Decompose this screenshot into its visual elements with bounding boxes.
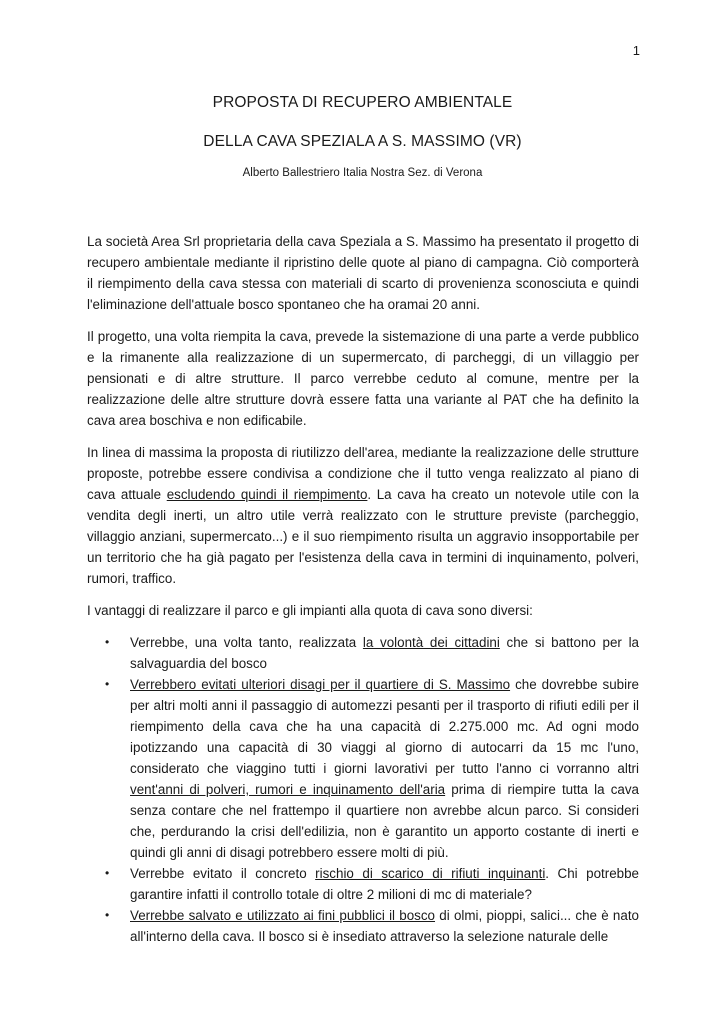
- document-title-line-2: DELLA CAVA SPEZIALA A S. MASSIMO (VR): [203, 133, 522, 150]
- paragraph-3: [87, 442, 639, 589]
- bullet-1-text-a: Verrebbe, una volta tanto, realizzata: [130, 635, 363, 650]
- document-body: [87, 231, 639, 947]
- page-number: 1: [632, 43, 640, 58]
- paragraph-2: Il progetto, una volta riempita la cava, prevede la sistemazione di una parte a verde pubblico e la rimanente alla realizzazione di un supermercato, di parcheggi, di un villaggio per pensionati e di altre strutture. Il parco verrebbe ceduto al comune, mentre per la realizzazione delle altre strutture dovrà essere fatta una variante al PAT che ha definito la cava area boschiva e non edificabile.: [87, 329, 639, 428]
- bullet-4-underlined: Verrebbe salvato e utilizzato ai fini pubblici il bosco: [130, 908, 436, 923]
- bullet-icon: •: [105, 908, 110, 922]
- advantages-list: [87, 632, 639, 947]
- author-line: Alberto Ballestriero Italia Nostra Sez. di Verona: [242, 167, 483, 179]
- bullet-4-text-a: di olmi, pioppi, salici... che è nato all'interno della cava. Il bosco si è insediato attraverso la selezione naturale delle: [130, 908, 639, 944]
- bullet-3-text-a: Verrebbe evitato il concreto: [130, 866, 316, 881]
- list-item: [87, 674, 639, 863]
- paragraph-1: La società Area Srl proprietaria della cava Speziala a S. Massimo ha presentato il progetto di recupero ambientale mediante il ripristino delle quote al piano di campagna. Ciò comporterà il riempimento della cava stessa con materiali di scarto di provenienza sconosciuta e quindi l'eliminazione dell'attuale bosco spontaneo che ha oramai 20 anni.: [87, 234, 639, 312]
- bullet-2-underlined-2: vent'anni di polveri, rumori e inquinamento dell'aria: [130, 782, 446, 797]
- bullet-icon: •: [105, 866, 110, 880]
- document-title-line-1: PROPOSTA DI RECUPERO AMBIENTALE: [212, 94, 513, 111]
- bullet-2-text-a: che dovrebbe subire per altri molti anni il passaggio di automezzi pesanti per il trasporto di rifiuti edili per il riempimento della cava che ha una capacità di 2.275.000 mc. Ad ogni modo ipotizzando una capacità di 30 viaggi al giorno di autocarri da 15 mc l'uno, considerato che viaggino tutti i giorni lavorativi per tutto l'anno ci vorranno altri: [130, 677, 640, 776]
- bullet-1-text-b: che si battono per la salvaguardia del bosco: [130, 635, 639, 671]
- paragraph-3-underlined: escludendo quindi il riempimento: [166, 487, 368, 502]
- list-item: [87, 632, 639, 674]
- bullet-2-text-b: prima di riempire tutta la cava senza contare che nel frattempo il quartiere non avrebbe alcun parco. Si consideri che, perdurando la crisi dell'edilizia, non è garantito un apporto costante di inerti e quindi gli anni di disagi potrebbero essere molti di più.: [130, 782, 639, 860]
- paragraph-4: I vantaggi di realizzare il parco e gli impianti alla quota di cava sono diversi:: [87, 603, 533, 618]
- bullet-3-text-b: . Chi potrebbe garantire infatti il controllo totale di oltre 2 milioni di mc di materiale?: [130, 866, 639, 902]
- bullet-icon: •: [105, 635, 110, 649]
- paragraph-3-text-b: . La cava ha creato un notevole utile con la vendita degli inerti, un altro utile verrà realizzato con le strutture previste (parcheggio, villaggio anziani, supermercato...) e il suo riempimento risulta un aggravio insopportabile per un territorio che ha già pagato per l'esistenza della cava in termini di inquinamento, polveri, rumori, traffico.: [87, 487, 639, 586]
- bullet-2-underlined-1: Verrebbero evitati ulteriori disagi per il quartiere di S. Massimo: [130, 677, 511, 692]
- bullet-3-underlined: rischio di scarico di rifiuti inquinanti: [315, 866, 546, 881]
- bullet-icon: •: [105, 677, 110, 691]
- list-item: [87, 905, 639, 947]
- paragraph-3-text-a: In linea di massima la proposta di riutilizzo dell'area, mediante la realizzazione delle strutture proposte, potrebbe essere condivisa a condizione che il tutto venga realizzato al piano di cava attuale: [87, 445, 639, 502]
- bullet-1-underlined: la volontà dei cittadini: [362, 635, 500, 650]
- list-item: [87, 863, 639, 905]
